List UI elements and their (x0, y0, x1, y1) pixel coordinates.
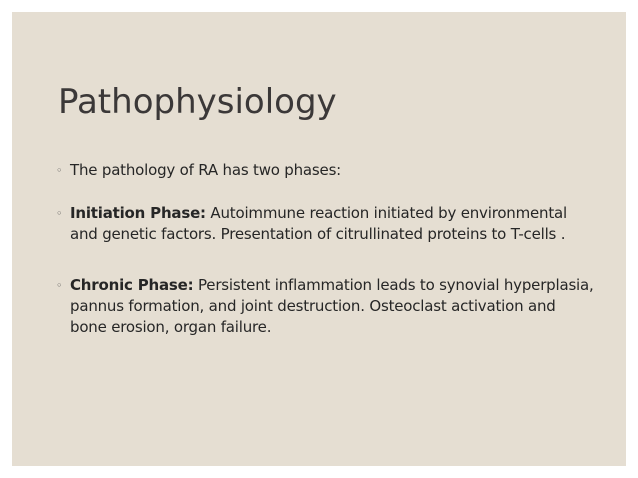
bullet-term: Chronic Phase: (70, 276, 194, 294)
bullet-marker-icon: ◦ (56, 279, 63, 292)
bullet-item-chronic-phase (56, 275, 596, 338)
bullet-text: The pathology of RA has two phases: (70, 161, 342, 179)
bullet-marker-icon: ◦ (56, 164, 63, 177)
bullet-text: Persistent inflammation leads to synovial hyperplasia, pannus formation, and joint destruction. Osteoclast activation and bone erosion, organ failure. (70, 276, 594, 336)
bullet-text: Autoimmune reaction initiated by environmental and genetic factors. Presentation of citrullinated proteins to T-cells . (70, 204, 567, 243)
bullet-marker-icon: ◦ (56, 207, 63, 220)
bullet-list (56, 160, 596, 338)
bullet-item-initiation-phase (56, 203, 596, 245)
bullet-term: Initiation Phase: (70, 204, 206, 222)
bullet-item-phases (56, 160, 596, 181)
slide (12, 12, 626, 466)
slide-title: Pathophysiology (58, 82, 337, 122)
